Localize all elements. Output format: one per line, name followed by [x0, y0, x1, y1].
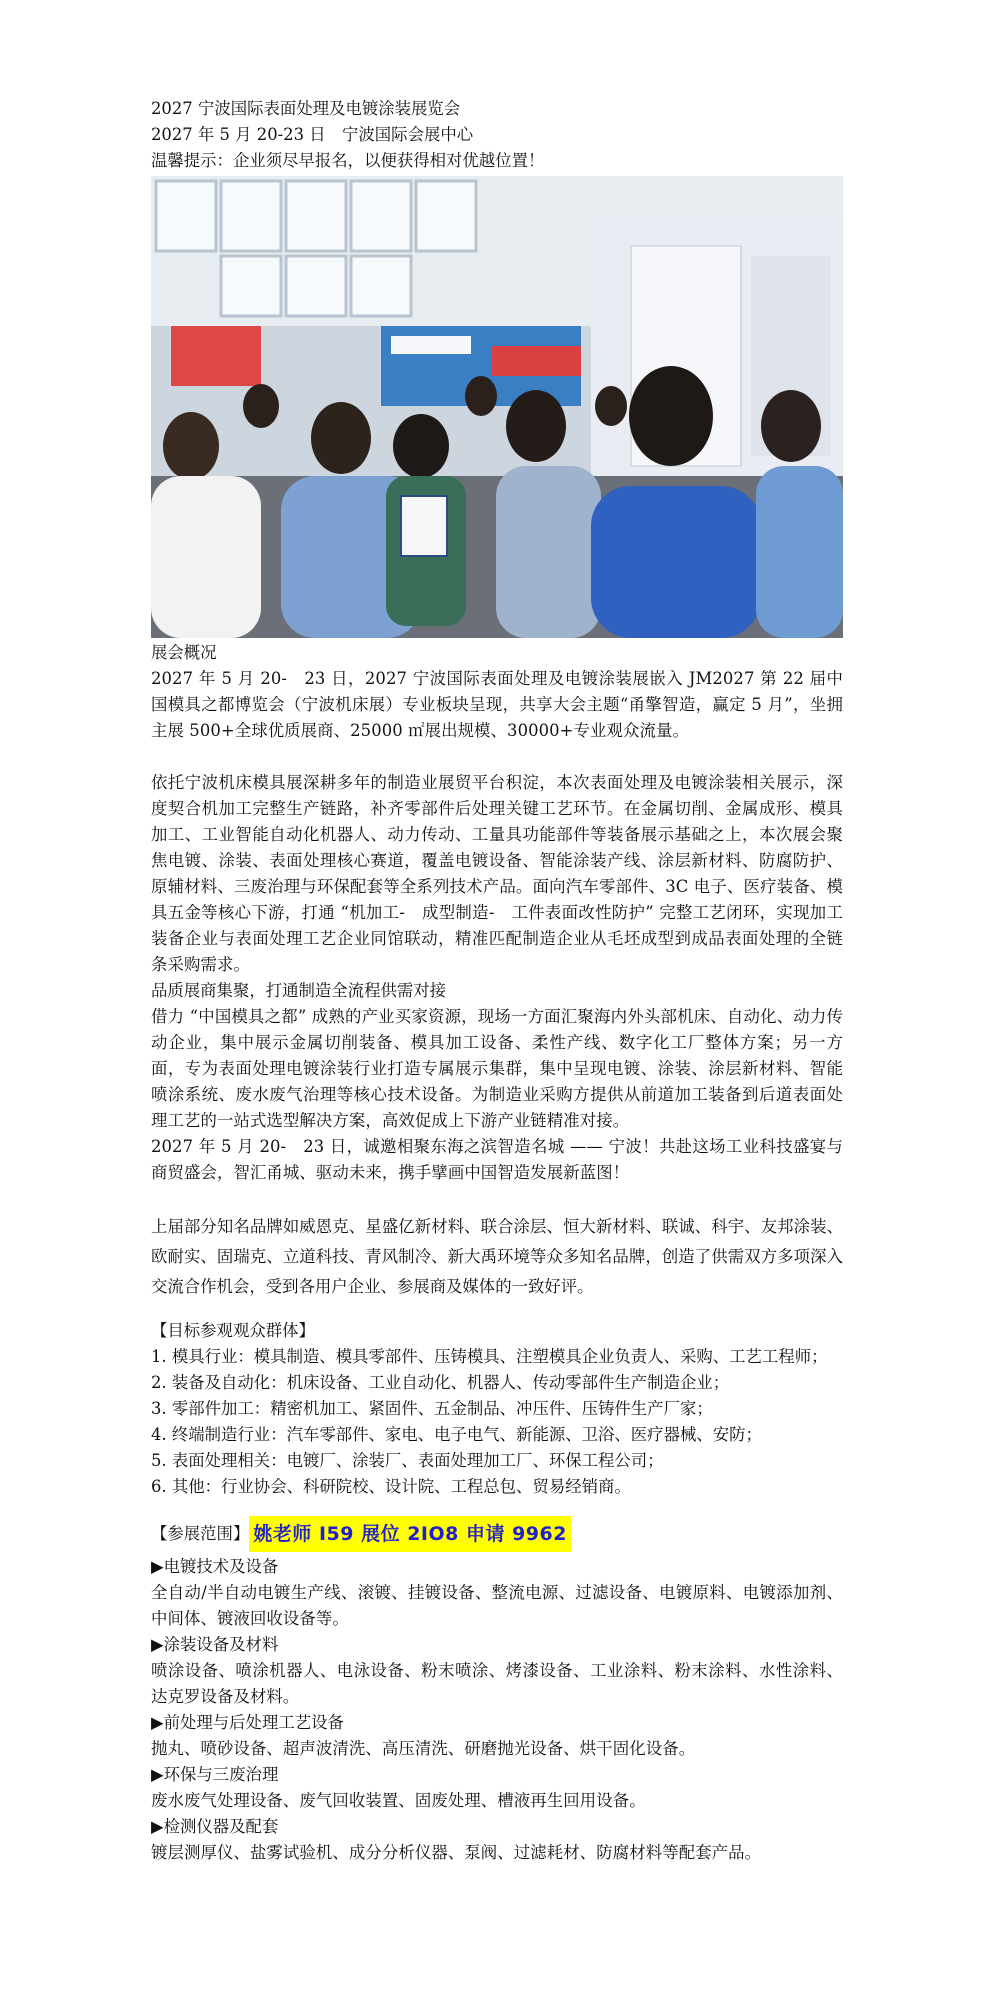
- registration-reminder: 温馨提示：企业须尽早报名，以便获得相对优越位置！: [151, 151, 545, 170]
- exhibitor-subheading: 品质展商集聚，打通制造全流程供需对接: [151, 981, 447, 1000]
- overview-paragraph-2: 依托宁波机床模具展深耕多年的制造业展贸平台积淀，本次表面处理及电镀涂装相关展示，深度契合机加工完整生产链路，补齐零部件后处理关键工艺环节。在金属切削、金属成形、模具加工、工业智能自动化机器人、动力传动、工量具功能部件等装备展示基础之上，本次展会聚焦电镀、涂装、表面处理核心赛道，覆盖电镀设备、智能涂装产线、涂层新材料、防腐防护、原辅材料、三废治理与环保配套等全系列技术产品。面向汽车零部件、3C 电子、医疗装备、模具五金等核心下游，打通 “机加工- 成型制造- 工件表面改性防护” 完整工艺闭环，实现加工装备企业与表面处理工艺企业同馆联动，精准匹配制造企业从毛坯成型到成品表面处理的全链条采购需求。: [151, 773, 843, 974]
- list-item: 4. 终端制造行业：汽车零部件、家电、电子电气、新能源、卫浴、医疗器械、安防；: [151, 1425, 762, 1444]
- scope-section-body: 废水废气处理设备、废气回收装置、固废处理、槽液再生回用设备。: [151, 1791, 646, 1810]
- list-item: 1. 模具行业：模具制造、模具零部件、压铸模具、注塑模具企业负责人、采购、工艺工程师；: [151, 1347, 828, 1366]
- overview-paragraph-3: 借力 “中国模具之都” 成熟的产业买家资源，现场一方面汇聚海内外头部机床、自动化、动力传动企业，集中展示金属切削装备、模具加工设备、柔性产线、数字化工厂整体方案；另一方面，专为表面处理电镀涂装行业打造专属展示集群，集中呈现电镀、涂装、涂层新材料、智能喷涂系统、废水废气治理等核心技术设备。为制造业采购方提供从前道加工装备到后道表面处理工艺的一站式选型解决方案，高效促成上下游产业链精准对接。: [151, 1007, 843, 1130]
- scope-section-body: 全自动/半自动电镀生产线、滚镀、挂镀设备、整流电源、过滤设备、电镀原料、电镀添加剂、中间体、镀液回收设备等。: [151, 1583, 843, 1628]
- overview-heading: 展会概况: [151, 643, 217, 662]
- scope-section-title: ▶前处理与后处理工艺设备: [151, 1713, 344, 1732]
- scope-section-title: ▶检测仪器及配套: [151, 1817, 279, 1836]
- list-item: 3. 零部件加工：精密机加工、紧固件、五金制品、冲压件、压铸件生产厂家；: [151, 1399, 713, 1418]
- audience-list: [151, 1344, 843, 1500]
- scope-sections: [151, 1554, 843, 1866]
- expo-title: 2027 宁波国际表面处理及电镀涂装展览会: [151, 99, 461, 118]
- document-page: [151, 96, 843, 1866]
- audience-heading: 【目标参观观众群体】: [151, 1321, 315, 1340]
- scope-header-row: [151, 1514, 843, 1554]
- list-item: 5. 表面处理相关：电镀厂、涂装厂、表面处理加工厂、环保工程公司；: [151, 1451, 664, 1470]
- contact-highlight: 姚老师 I59 展位 2IO8 申请 9962: [249, 1516, 571, 1552]
- scope-section-body: 镀层测厚仪、盐雾试验机、成分分析仪器、泵阀、过滤耗材、防腐材料等配套产品。: [151, 1843, 762, 1862]
- list-item: 2. 装备及自动化：机床设备、工业自动化、机器人、传动零部件生产制造企业；: [151, 1373, 730, 1392]
- list-item: 6. 其他：行业协会、科研院校、设计院、工程总包、贸易经销商。: [151, 1477, 631, 1496]
- scope-section-body: 抛丸、喷砂设备、超声波清洗、高压清洗、研磨抛光设备、烘干固化设备。: [151, 1739, 696, 1758]
- scope-section-title: ▶涂装设备及材料: [151, 1635, 279, 1654]
- scope-section-title: ▶环保与三废治理: [151, 1765, 279, 1784]
- scope-label: 【参展范围】: [151, 1524, 250, 1543]
- previous-brands-paragraph: 上届部分知名品牌如威恩克、星盛亿新材料、联合涂层、恒大新材料、联诚、科宇、友邦涂装、欧耐实、固瑞克、立道科技、青风制冷、新大禹环境等众多知名品牌，创造了供需双方多项深入交流合作机会，受到各用户企业、参展商及媒体的一致好评。: [151, 1217, 843, 1296]
- exhibition-hall-photo: [151, 176, 843, 638]
- scope-section-body: 喷涂设备、喷涂机器人、电泳设备、粉末喷涂、烤漆设备、工业涂料、粉末涂料、水性涂料、达克罗设备及材料。: [151, 1661, 843, 1706]
- scope-section-title: ▶电镀技术及设备: [151, 1557, 279, 1576]
- overview-paragraph-1: 2027 年 5 月 20- 23 日，2027 宁波国际表面处理及电镀涂装展嵌入 JM2027 第 22 届中国模具之都博览会（宁波机床展）专业板块呈现，共享大会主题“甬擎智造，赢定 5 月”，坐拥主展 500+全球优质展商、25000 ㎡展出规模、30000+专业观众流量。: [151, 669, 843, 740]
- overview-paragraph-4: 2027 年 5 月 20- 23 日，诚邀相聚东海之滨智造名城 —— 宁波！共赴这场工业科技盛宴与商贸盛会，智汇甬城、驱动未来，携手擘画中国智造发展新蓝图！: [151, 1137, 843, 1182]
- expo-date-venue: 2027 年 5 月 20-23 日 宁波国际会展中心: [151, 125, 474, 144]
